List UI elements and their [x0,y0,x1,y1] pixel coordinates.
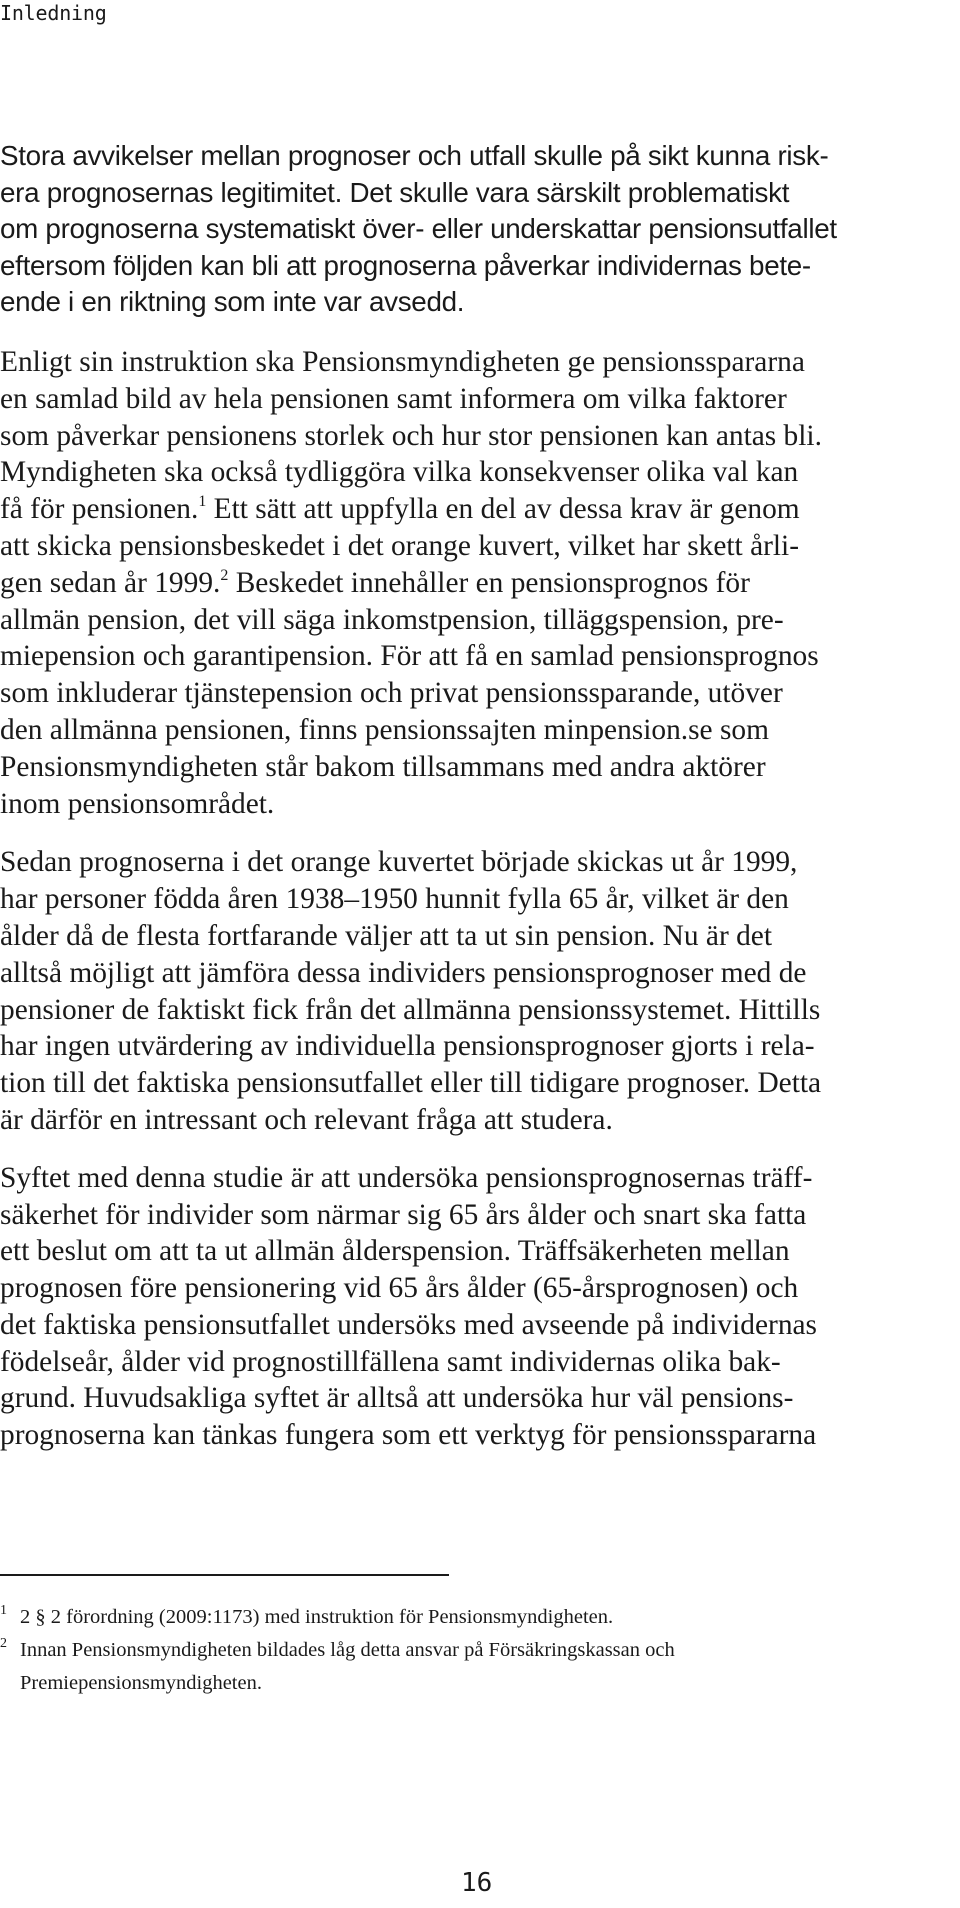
page-number: 16 [461,1868,493,1898]
footnote-2 [0,1635,960,1668]
footnote-text: Innan Pensionsmyndigheten bildades låg detta ansvar på Försäkringskassan och [20,1639,675,1661]
text-line: ålder då de flesta fortfarande väljer att ta ut sin pension. Nu är det [0,919,773,952]
text-line: Pensionsmyndigheten står bakom tillsammans med andra aktörer [0,750,766,783]
text-segment: gen sedan år 1999. [0,566,221,599]
paragraph-4 [0,1160,960,1454]
text-line: inom pensionsområdet. [0,787,275,820]
text-line: grund. Huvudsakliga syftet är alltså att undersöka hur väl pensions- [0,1382,794,1415]
text-line: det faktiska pensionsutfallet undersöks med avseende på individernas [0,1308,817,1341]
text-line: en samlad bild av hela pensionen samt informera om vilka faktorer [0,382,787,415]
text-line: pensioner de faktiskt fick från det allmänna pensionssystemet. Hittills [0,993,821,1026]
text-line: era prognosernas legitimitet. Det skulle vara särskilt problematiskt [0,176,790,208]
footnote-marker: 2 [0,1636,7,1651]
text-line: födelseår, ålder vid prognostillfällena samt individernas olika bak- [0,1345,781,1378]
text-line: är därför en intressant och relevant fråga att studera. [0,1103,613,1136]
text-line: tion till det faktiska pensionsutfallet eller till tidigare prognoser. Detta [0,1067,822,1100]
text-segment: Ett sätt att uppfylla en del av dessa krav är genom [206,493,800,526]
text-line: säkerhet för individer som närmar sig 65 års ålder och snart ska fatta [0,1198,807,1231]
text-line: miepension och garantipension. För att få en samlad pensionsprognos [0,640,819,673]
footnote-text: 2 § 2 förordning (2009:1173) med instruktion för Pensionsmyndigheten. [20,1606,614,1628]
text-line: som påverkar pensionens storlek och hur stor pensionen kan antas bli. [0,419,822,452]
text-line: Enligt sin instruktion ska Pensionsmyndigheten ge pensionsspararna [0,345,805,378]
footnote-1 [0,1602,960,1635]
paragraph-1 [0,138,960,321]
body-text [0,138,960,1454]
text-line: ende i en riktning som inte var avsedd. [0,286,465,318]
text-line: ett beslut om att ta ut allmän ålderspension. Träffsäkerheten mellan [0,1235,790,1268]
running-head: Inledning [0,1,107,25]
paragraph-2 [0,344,960,822]
text-line [0,491,960,528]
paragraph-3 [0,844,960,1138]
text-line: alltså möjligt att jämföra dessa individers pensionsprognoser med de [0,956,807,989]
text-line: Syftet med denna studie är att undersöka pensionsprognosernas träff- [0,1161,813,1194]
text-line: som inkluderar tjänstepension och privat pensionssparande, utöver [0,677,783,710]
text-segment: Beskedet innehåller en pensionsprognos för [228,566,750,599]
text-line: Myndigheten ska också tydliggöra vilka konsekvenser olika val kan [0,456,799,489]
footnote-divider [0,1574,449,1576]
text-line: den allmänna pensionen, finns pensionssajten minpension.se som [0,713,769,746]
text-line: prognosen före pensionering vid 65 års ålder (65-årsprognosen) och [0,1272,799,1305]
footnotes [0,1602,960,1698]
text-line: att skicka pensionsbeskedet i det orange kuvert, vilket har skett årli- [0,529,800,562]
footnote-ref[interactable]: 1 [198,493,207,511]
text-line: har ingen utvärdering av individuella pensionsprognoser gjorts i rela- [0,1030,815,1063]
text-line: har personer födda åren 1938–1950 hunnit fylla 65 år, vilket är den [0,883,789,916]
footnote-2-continuation: Premiepensionsmyndigheten. [20,1672,262,1694]
footnote-marker: 1 [0,1603,7,1618]
text-line: eftersom följden kan bli att prognoserna påverkar individernas bete- [0,249,811,281]
text-line: prognoserna kan tänkas fungera som ett verktyg för pensionsspararna [0,1419,817,1452]
text-line [0,565,960,602]
text-line: allmän pension, det vill säga inkomstpension, tilläggspension, pre- [0,603,784,636]
footnote-ref[interactable]: 2 [220,566,229,584]
text-line: om prognoserna systematiskt över- eller underskattar pensionsutfallet [0,213,837,245]
text-line: Stora avvikelser mellan prognoser och utfall skulle på sikt kunna risk- [0,140,829,171]
text-line: Sedan prognoserna i det orange kuvertet började skickas ut år 1999, [0,846,798,879]
text-segment: få för pensionen. [0,493,199,526]
